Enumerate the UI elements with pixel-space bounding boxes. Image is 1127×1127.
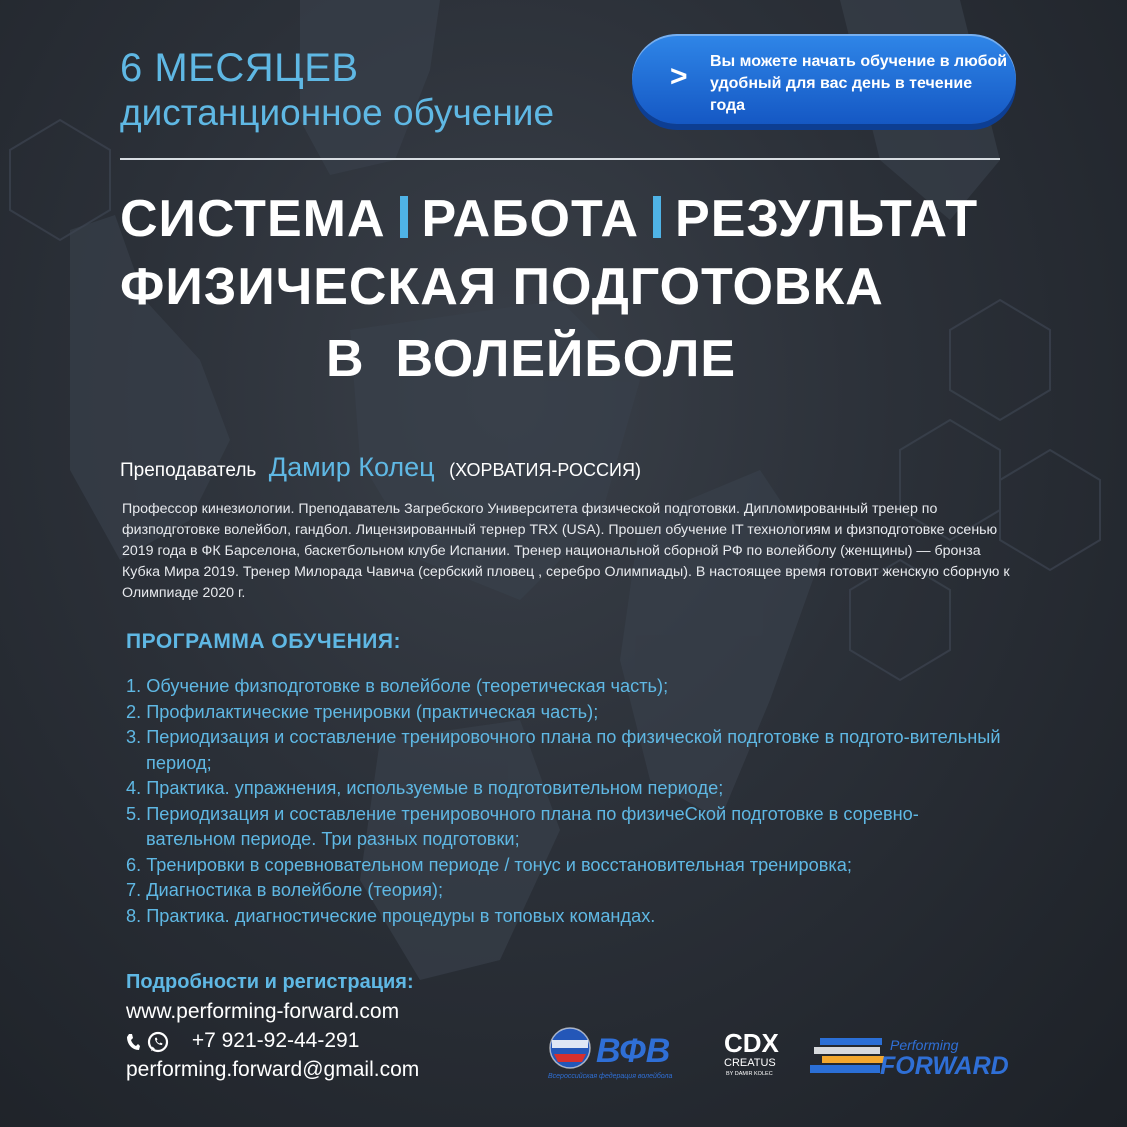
vfv-logo-text: ВФВ — [596, 1032, 671, 1070]
forward-word: FORWARD — [880, 1052, 1009, 1080]
program-item: 4. Практика. упражнения, используемые в подготовительном периоде; — [126, 778, 724, 798]
headline-word-work: РАБОТА — [421, 190, 640, 248]
program-item: 5. Периодизация и составление тренировочного плана по физичеСкой подготовке в соревно-вательном периоде. Три разных подготовки; — [126, 803, 919, 849]
vfv-emblem — [550, 1028, 590, 1068]
program-item: 2. Профилактические тренировки (практическая часть); — [126, 701, 599, 722]
program-item: 7. Диагностика в волейболе (теория); — [126, 880, 444, 900]
creatus-logo — [722, 1024, 786, 1080]
teacher-name: Дамир Колец — [268, 452, 435, 482]
creatus-sub: BY DAMIR KOLEC — [726, 1071, 773, 1077]
creatus-name: CREATUS — [724, 1057, 776, 1069]
email-link[interactable]: performing.forward@gmail.com — [126, 1058, 420, 1081]
performing-word: Performing — [890, 1037, 959, 1053]
start-anytime-button[interactable] — [632, 34, 1016, 124]
teacher-bio: Профессор кинезиологии. Преподаватель Загребского Университета физической подготовки. Дипломированный тренер по физподготовке волейбол, гандбол. Лицензированный тернер TRX (USA). Прошел обучение IT технологиям и физподготовке осенью 2019 года в ФК Барселона, баскетбольном клубе Испании. Тренер национальной сборной РФ по волейболу (женщины) — бронза Кубка Мира 2019. Тренер Милорада Чавича (сербский пловец , серебро Олимпиады). В настоящее время готовит женскую сборную к Олимпиаде 2020 г. — [122, 501, 1010, 601]
program-item: 1. Обучение физподготовке в волейболе (теоретическая часть); — [126, 676, 669, 696]
headline-word-system: СИСТЕМА — [120, 190, 386, 248]
whatsapp-icon — [146, 1030, 170, 1054]
teacher-line — [120, 452, 641, 483]
headline-separator — [400, 196, 408, 238]
duration-subtitle: дистанционное обучение — [120, 92, 555, 133]
duration-label: 6 МЕСЯЦЕВ — [120, 46, 359, 90]
phone-number: +7 921-92-44-291 — [191, 1029, 360, 1052]
contacts-title: Подробности и регистрация: — [126, 971, 414, 993]
creatus-mark: CDX — [724, 1028, 779, 1058]
headline-line-1 — [120, 190, 978, 248]
headline-line-3: В ВОЛЕЙБОЛЕ — [326, 330, 737, 388]
start-anytime-text: Вы можете начать обучение в любой удобный для вас день в течение года — [710, 53, 1008, 114]
phone-icon — [126, 1033, 140, 1051]
website-link[interactable]: www.performing-forward.com — [126, 1000, 400, 1023]
books-icon — [810, 1038, 884, 1073]
program-list — [126, 674, 1006, 929]
phone-line[interactable] — [126, 1028, 359, 1054]
phone-icons — [126, 1030, 170, 1054]
headline-line-2: ФИЗИЧЕСКАЯ ПОДГОТОВКА — [120, 258, 884, 316]
program-item: 6. Тренировки в соревновательном периоде / тонус и восстановительная тренировка; — [126, 854, 852, 875]
performing-forward-logo — [806, 1030, 1022, 1080]
chevron-right-icon: > — [670, 60, 688, 93]
teacher-country: (ХОРВАТИЯ-РОССИЯ) — [449, 460, 641, 480]
program-item: 8. Практика. диагностические процедуры в топовых командах. — [126, 905, 656, 926]
teacher-label: Преподаватель — [120, 460, 257, 481]
headline-separator — [653, 196, 661, 238]
vfv-logo — [548, 1026, 698, 1084]
vfv-logo-caption: Всероссийская федерация волейбола — [548, 1073, 673, 1080]
headline-word-result: РЕЗУЛЬТАТ — [675, 190, 979, 248]
program-item: 3. Периодизация и составление тренировочного плана по физической подготовке в подгото-вительный период; — [126, 727, 1001, 773]
program-title: ПРОГРАММА ОБУЧЕНИЯ: — [126, 630, 401, 653]
header-divider — [120, 158, 1000, 160]
